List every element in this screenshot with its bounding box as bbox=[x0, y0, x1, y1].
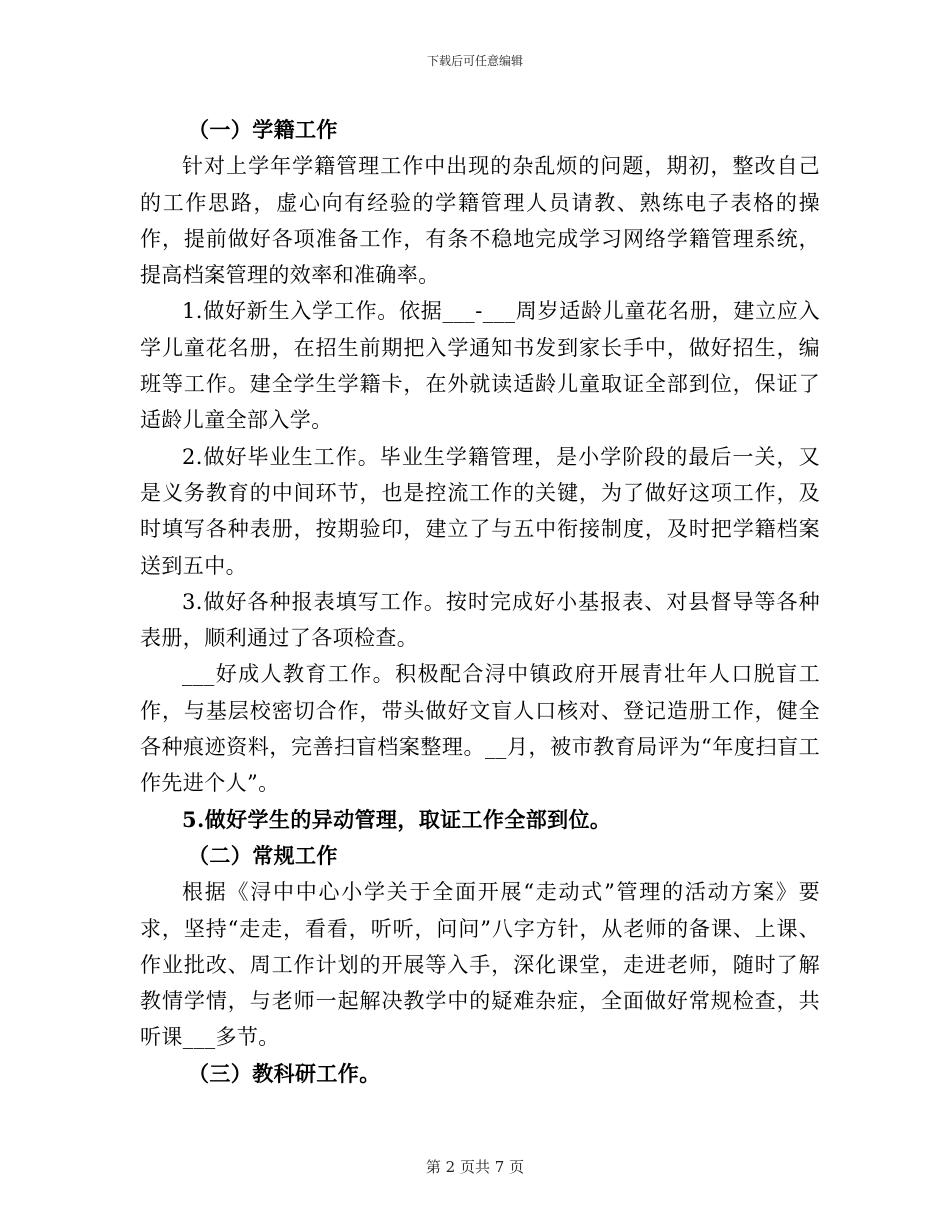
paragraph: 2.做好毕业生工作。毕业生学籍管理，是小学阶段的最后一关，又是义务教育的中间环节，也是控流工作的关键，为了做好这项工作，及时填写各种表册，按期验印，建立了与五中衔接制度，及时把学籍档案送到五中。 bbox=[140, 444, 820, 578]
paragraph: 3.做好各种报表填写工作。按时完成好小基报表、对县督导等各种表册，顺利通过了各项检查。 bbox=[140, 589, 820, 651]
bold-list-item: 5.做好学生的异动管理，取证工作全部到位。 bbox=[182, 806, 612, 832]
section-heading: （一）学籍工作 bbox=[188, 117, 338, 142]
document-body bbox=[140, 112, 820, 1092]
paragraph: 针对上学年学籍管理工作中出现的杂乱烦的问题，期初，整改自己的工作思路，虚心向有经验的学籍管理人员请教、熟练电子表格的操作，提前做好各项准备工作，有条不稳地完成学习网络学籍管理系统，提高档案管理的效率和准确率。 bbox=[140, 154, 820, 288]
page-header: 下载后可任意编辑 bbox=[426, 54, 523, 68]
paragraph: ___好成人教育工作。积极配合浔中镇政府开展青壮年人口脱盲工作，与基层校密切合作，带头做好文盲人口核对、登记造册工作，健全各种痕迹资料，完善扫盲档案整理。__月，被市教育局评为“年度扫盲工作先进个人”。 bbox=[140, 662, 820, 796]
page-number: 第 2 页共 7 页 bbox=[425, 1158, 525, 1176]
section-heading: （三）教科研工作。 bbox=[188, 1060, 381, 1086]
paragraph: 1.做好新生入学工作。依据___-___周岁适龄儿童花名册，建立应入学儿童花名册，在招生前期把入学通知书发到家长手中，做好招生，编班等工作。建全学生学籍卡，在外就读适龄儿童取证全部到位，保证了适龄儿童全部入学。 bbox=[140, 299, 820, 433]
section-heading: （二）常规工作 bbox=[188, 842, 338, 868]
paragraph: 根据《浔中中心小学关于全面开展“走动式”管理的活动方案》要求，坚持“走走，看看，听听，问问”八字方针，从老师的备课、上课、作业批改、周工作计划的开展等入手，深化课堂，走进老师，随时了解教情学情，与老师一起解决教学中的疑难杂症，全面做好常规检查，共听课___多节。 bbox=[140, 880, 820, 1050]
